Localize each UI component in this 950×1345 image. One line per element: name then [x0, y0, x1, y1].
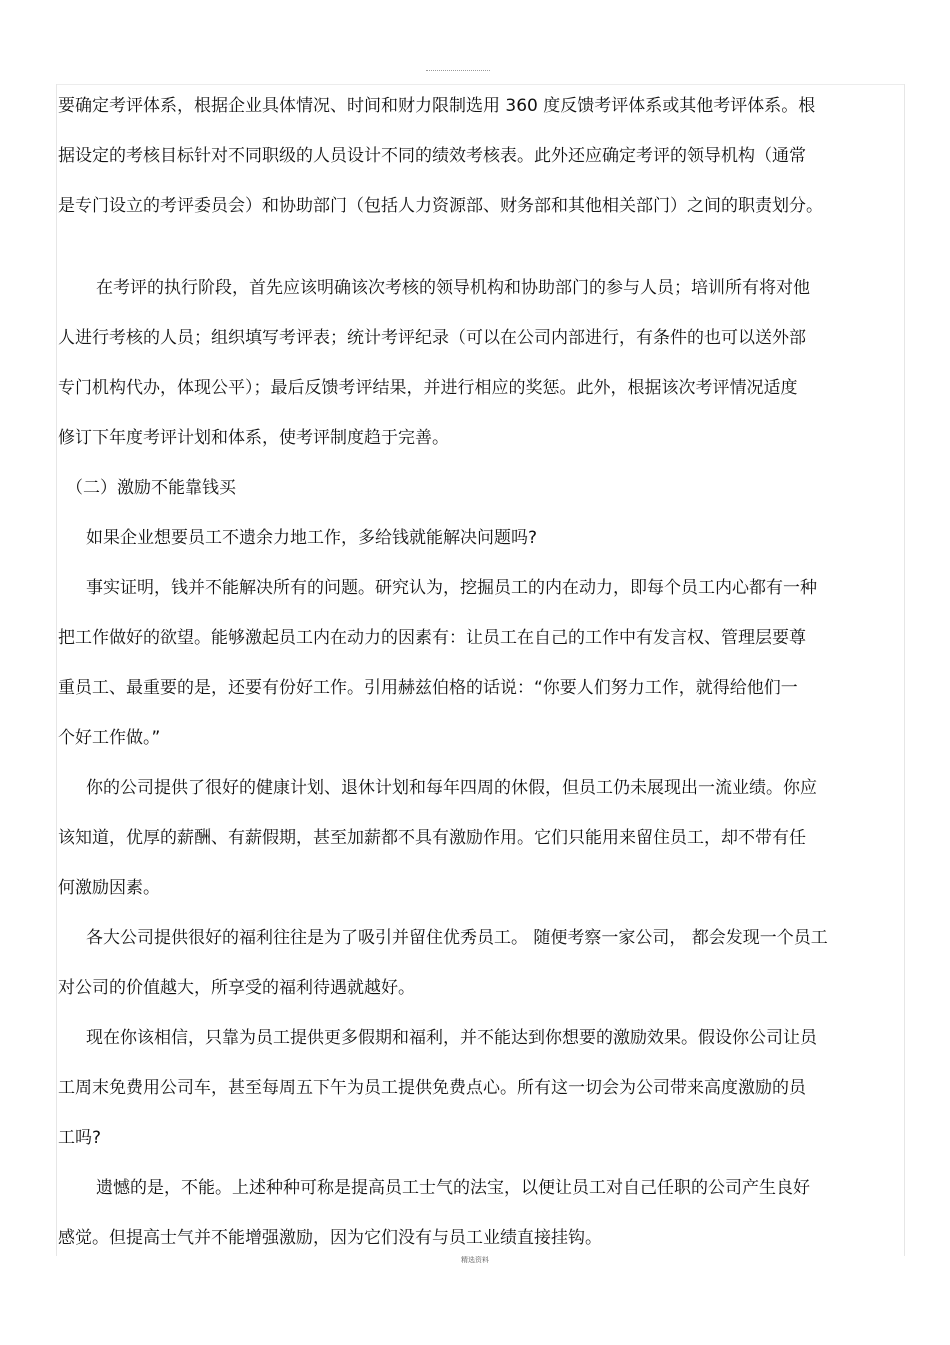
text-line: 要确定考评体系，根据企业具体情况、时间和财力限制选用 360 度反馈考评体系或其他考评体系。根 — [58, 96, 816, 116]
section-heading: （二）激励不能靠钱买 — [66, 478, 236, 498]
text-line: 个好工作做。” — [58, 728, 161, 748]
text-line: 何激励因素。 — [58, 878, 160, 898]
text-line: 重员工、最重要的是，还要有份好工作。引用赫兹伯格的话说：“你要人们努力工作，就得给他们一 — [58, 678, 798, 698]
text-line: 工周末免费用公司车，甚至每周五下午为员工提供免费点心。所有这一切会为公司带来高度激励的员 — [58, 1078, 806, 1098]
text-line: 现在你该相信，只靠为员工提供更多假期和福利，并不能达到你想要的激励效果。假设你公司让员 — [86, 1028, 817, 1048]
page-footer: 精选资料 — [461, 1256, 489, 1264]
text-line: 对公司的价值越大，所享受的福利待遇就越好。 — [58, 978, 415, 998]
page-frame-right — [904, 84, 905, 1256]
text-line: 在考评的执行阶段，首先应该明确该次考核的领导机构和协助部门的参与人员；培训所有将对他 — [96, 278, 810, 298]
text-line: 把工作做好的欲望。能够激起员工内在动力的因素有：让员工在自己的工作中有发言权、管理层要尊 — [58, 628, 806, 648]
page-frame-top — [56, 84, 904, 85]
page-frame-left — [56, 84, 57, 1256]
text-line: 你的公司提供了很好的健康计划、退休计划和每年四周的休假，但员工仍未展现出一流业绩。你应 — [86, 778, 817, 798]
text-line: 事实证明，钱并不能解决所有的问题。研究认为，挖掘员工的内在动力，即每个员工内心都有一种 — [86, 578, 817, 598]
text-line: 人进行考核的人员；组织填写考评表；统计考评纪录（可以在公司内部进行，有条件的也可以送外部 — [58, 328, 806, 348]
header-dotted-mark — [426, 70, 490, 71]
text-line: 各大公司提供很好的福利往往是为了吸引并留住优秀员工。 随便考察一家公司， 都会发现一个员工 — [86, 928, 828, 948]
text-line: 是专门设立的考评委员会）和协助部门（包括人力资源部、财务部和其他相关部门）之间的职责划分。 — [58, 196, 823, 216]
text-line: 据设定的考核目标针对不同职级的人员设计不同的绩效考核表。此外还应确定考评的领导机构（通常 — [58, 146, 806, 166]
text-line: 工吗? — [58, 1128, 102, 1148]
text-line: 如果企业想要员工不遗余力地工作，多给钱就能解决问题吗? — [86, 528, 538, 548]
text-line: 修订下年度考评计划和体系，使考评制度趋于完善。 — [58, 428, 449, 448]
text-line: 该知道，优厚的薪酬、有薪假期，甚至加薪都不具有激励作用。它们只能用来留住员工，却不带有任 — [58, 828, 806, 848]
text-line: 专门机构代办，体现公平）；最后反馈考评结果，并进行相应的奖惩。此外，根据该次考评情况适度 — [58, 378, 798, 398]
text-line: 感觉。但提高士气并不能增强激励，因为它们没有与员工业绩直接挂钩。 — [58, 1228, 602, 1248]
text-line: 遗憾的是，不能。上述种种可称是提高员工士气的法宝，以便让员工对自己任职的公司产生良好 — [96, 1178, 810, 1198]
